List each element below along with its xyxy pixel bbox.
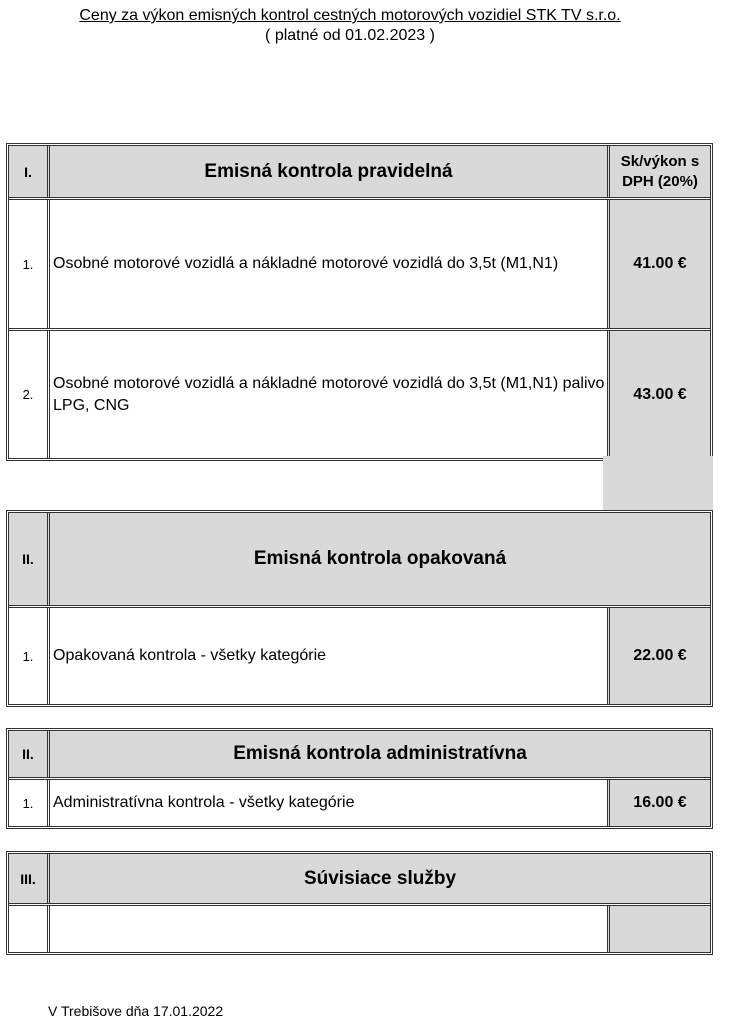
table-row [9, 328, 710, 458]
row-number: 1. [9, 608, 47, 704]
table-row [9, 903, 710, 952]
section-header [9, 513, 710, 605]
table-row [9, 777, 710, 826]
gray-filler-block [603, 456, 713, 510]
section-administrative-emission-check [6, 728, 713, 829]
section-header [9, 146, 710, 197]
row-price: 22.00 € [607, 608, 710, 704]
validity-date: ( platné od 01.02.2023 ) [265, 27, 435, 44]
row-price: 43.00 € [607, 331, 710, 458]
row-description: Osobné motorové vozidlá a nákladné motorové vozidlá do 3,5t (M1,N1) palivo LPG, CNG [47, 331, 607, 458]
row-description: Osobné motorové vozidlá a nákladné motorové vozidlá do 3,5t (M1,N1) [47, 200, 607, 328]
section-title: Súvisiace služby [47, 854, 710, 903]
section-roman-numeral: II. [9, 513, 47, 605]
row-number: 1. [9, 780, 47, 826]
section-header [9, 731, 710, 777]
table-row [9, 197, 710, 328]
row-description: Administratívna kontrola - všetky kategórie [47, 780, 607, 826]
row-price: 41.00 € [607, 200, 710, 328]
row-number: 1. [9, 200, 47, 328]
section-header [9, 854, 710, 903]
row-number-empty [9, 906, 47, 952]
section-title: Emisná kontrola administratívna [47, 731, 710, 777]
price-column-header: Sk/výkon s DPH (20%) [607, 146, 710, 197]
section-title: Emisná kontrola pravidelná [47, 146, 607, 197]
section-roman-numeral: II. [9, 731, 47, 777]
row-price-empty [607, 906, 710, 952]
document-header [0, 6, 700, 46]
footer-place-date: V Trebišove dňa 17.01.2022 [48, 1003, 224, 1019]
section-regular-emission-check [6, 143, 713, 461]
table-row [9, 605, 710, 704]
row-description: Opakovaná kontrola - všetky kategórie [47, 608, 607, 704]
section-title: Emisná kontrola opakovaná [47, 513, 710, 605]
row-description-empty [47, 906, 607, 952]
row-number: 2. [9, 331, 47, 458]
section-roman-numeral: III. [9, 854, 47, 903]
row-price: 16.00 € [607, 780, 710, 826]
document-title: Ceny za výkon emisných kontrol cestných motorových vozidiel STK TV s.r.o. [79, 7, 621, 24]
section-roman-numeral: I. [9, 146, 47, 197]
section-repeat-emission-check [6, 510, 713, 707]
section-related-services [6, 851, 713, 955]
